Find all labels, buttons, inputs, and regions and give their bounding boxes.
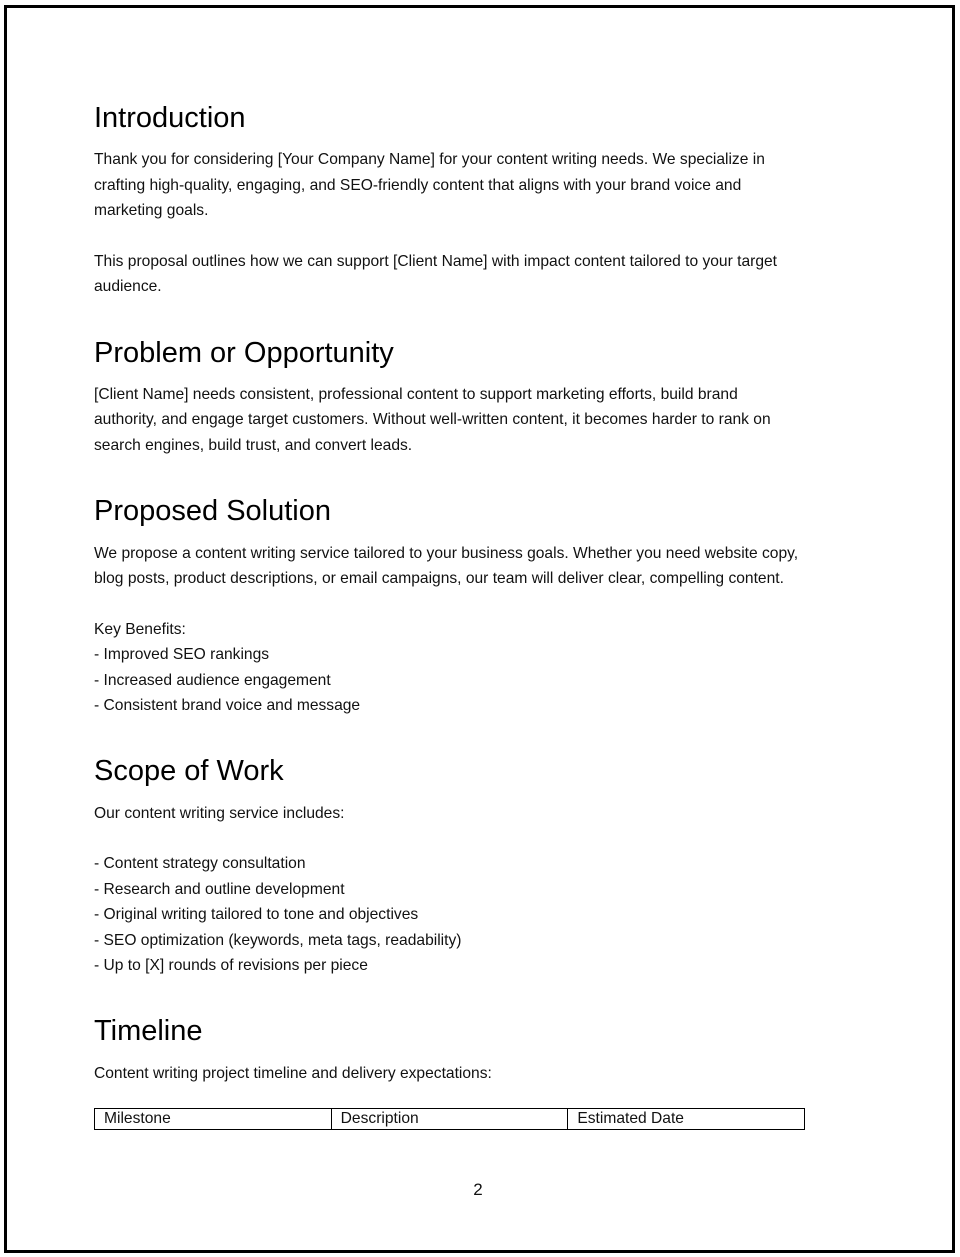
list-item: - Research and outline development <box>94 881 345 898</box>
list-item: - SEO optimization (keywords, meta tags, readability) <box>94 932 462 949</box>
table-header-description: Description <box>332 1109 569 1129</box>
paragraph-line: This proposal outlines how we can support [Client Name] with impact content tailored to your target <box>94 253 778 270</box>
heading-proposed-solution: Proposed Solution <box>94 495 331 527</box>
list-item: - Improved SEO rankings <box>94 646 270 663</box>
heading-timeline: Timeline <box>94 1015 203 1047</box>
paragraph-line: marketing goals. <box>94 202 209 219</box>
list-item: - Up to [X] rounds of revisions per piece <box>94 957 368 974</box>
heading-scope-of-work: Scope of Work <box>94 755 284 787</box>
paragraph-line: Thank you for considering [Your Company Name] for your content writing needs. We specialize in <box>94 151 765 168</box>
paragraph-line: blog posts, product descriptions, or email campaigns, our team will deliver clear, compelling content. <box>94 570 784 587</box>
list-item: - Content strategy consultation <box>94 855 306 872</box>
page-number: 2 <box>473 1180 483 1199</box>
list-item: - Consistent brand voice and message <box>94 697 361 714</box>
heading-problem-or-opportunity: Problem or Opportunity <box>94 337 394 369</box>
paragraph-line: authority, and engage target customers. Without well-written content, it becomes harder to rank on <box>94 411 771 428</box>
list-item: - Original writing tailored to tone and objectives <box>94 906 419 923</box>
paragraph-line: Content writing project timeline and delivery expectations: <box>94 1065 492 1082</box>
heading-introduction: Introduction <box>94 102 246 134</box>
paragraph-line: search engines, build trust, and convert leads. <box>94 437 413 454</box>
paragraph-line: Key Benefits: <box>94 621 186 638</box>
paragraph-line: We propose a content writing service tailored to your business goals. Whether you need website copy, <box>94 545 799 562</box>
timeline-table <box>94 1108 805 1130</box>
list-item: - Increased audience engagement <box>94 672 331 689</box>
paragraph-line: crafting high-quality, engaging, and SEO-friendly content that aligns with your brand voice and <box>94 177 742 194</box>
paragraph-line: [Client Name] needs consistent, professional content to support marketing efforts, build brand <box>94 386 738 403</box>
paragraph-line: audience. <box>94 278 162 295</box>
table-header-estimated-date: Estimated Date <box>577 1110 684 1127</box>
paragraph-line: Our content writing service includes: <box>94 805 345 822</box>
table-header-milestone: Milestone <box>95 1109 332 1129</box>
